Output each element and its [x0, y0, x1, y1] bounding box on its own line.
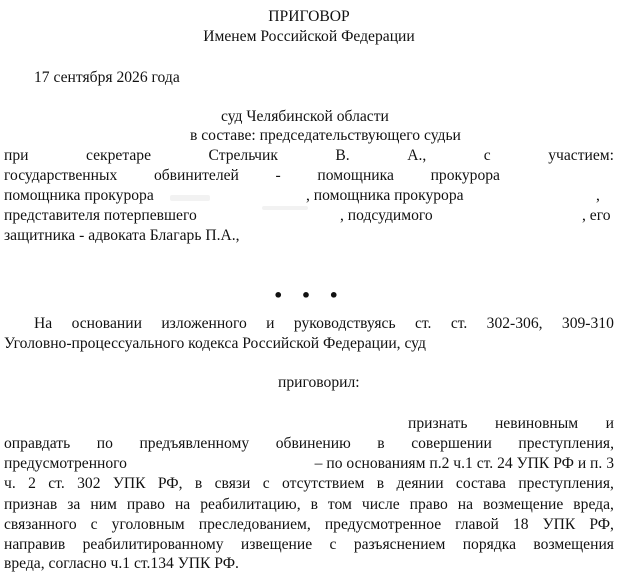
- word: РФ,: [157, 475, 183, 492]
- word: основании: [71, 315, 142, 332]
- basis-line-1: [34, 315, 614, 333]
- participants-line-4b: , подсудимого: [340, 207, 433, 224]
- word: на: [174, 496, 191, 513]
- word: преследованием,: [198, 516, 311, 533]
- participants-line-3c: ,: [596, 187, 600, 204]
- word: признав: [4, 496, 58, 513]
- word: государственных: [4, 167, 118, 184]
- document-title: ПРИГОВОР: [268, 8, 350, 25]
- word: право: [409, 496, 448, 513]
- word: вреда,: [573, 496, 614, 513]
- word: ст.: [48, 475, 65, 492]
- word: -: [275, 167, 281, 184]
- word: возмещения: [533, 536, 614, 553]
- word: за: [67, 496, 81, 513]
- word: связи: [214, 475, 251, 492]
- word: на: [457, 496, 474, 513]
- court-name: суд Челябинской области: [221, 108, 389, 125]
- word: секретаре: [86, 147, 151, 164]
- word: в: [377, 435, 385, 452]
- word: связанного: [4, 516, 77, 533]
- participants-line-3a: помощника прокурора: [4, 187, 154, 204]
- participants-line-5: защитника - адвоката Благарь П.А.,: [4, 227, 240, 244]
- word: 2: [28, 475, 36, 492]
- word: с: [262, 475, 270, 492]
- word: в: [194, 475, 203, 492]
- word: ст.: [414, 315, 432, 332]
- word: предусмотренное: [324, 516, 442, 533]
- omission-marker: • • •: [273, 286, 345, 305]
- word: отсутствием: [282, 475, 365, 492]
- word: разъяснением: [353, 536, 446, 553]
- word: Стрельчик В. А.,: [208, 147, 427, 164]
- verdict-line-4: [4, 475, 614, 493]
- word: УПК: [112, 475, 146, 492]
- word: извещение: [240, 536, 313, 553]
- word: помощника: [317, 167, 394, 184]
- verdict-line-6: [4, 516, 614, 534]
- word: совершении: [411, 435, 492, 452]
- word: при: [4, 147, 29, 164]
- verdict-line-1: [408, 415, 614, 433]
- verdict-line-8: вреда, согласно ч.1 ст.134 УПК РФ.: [4, 555, 239, 572]
- word: ч.: [4, 475, 16, 492]
- verdict-line-5: [4, 496, 614, 514]
- word: и: [266, 315, 275, 332]
- word: 302-306,: [486, 315, 543, 332]
- word: признать: [408, 415, 468, 432]
- basis-line-2: Уголовно-процессуального кодекса Российской Федерации, суд: [4, 335, 426, 352]
- word: предъявленному: [139, 435, 250, 452]
- word: числе: [361, 496, 400, 513]
- word: с: [90, 516, 98, 533]
- participants-line-4c: , его: [582, 207, 611, 224]
- word: оправдать: [4, 435, 71, 452]
- word: право: [126, 496, 165, 513]
- court-composition: в составе: председательствующего судьи: [190, 127, 461, 144]
- verdict-line-7: [4, 536, 614, 554]
- participants-line-1: [4, 147, 614, 165]
- word: порядка: [462, 536, 517, 553]
- word: 18: [512, 516, 529, 533]
- word: в: [376, 475, 385, 492]
- word: 309-310: [561, 315, 614, 332]
- word: прокурора: [430, 167, 500, 184]
- word: 302: [77, 475, 101, 492]
- word: с: [329, 536, 337, 553]
- word: РФ,: [589, 516, 614, 533]
- verdict-line-3b: – по основаниям п.2 ч.1 ст. 24 УПК РФ и п. 3: [314, 455, 614, 472]
- verdict-date: 17 сентября 2026 года: [34, 69, 180, 86]
- word: обвинению: [275, 435, 351, 452]
- document-subtitle: Именем Российской Федерации: [203, 28, 415, 45]
- word: и: [605, 415, 614, 432]
- word: участием:: [548, 147, 614, 164]
- participants-line-4a: представителя потерпевшего: [4, 207, 197, 224]
- word: по: [96, 435, 113, 452]
- word: уголовным: [111, 516, 185, 533]
- word: изложенного: [161, 315, 247, 332]
- word: преступления,: [518, 435, 614, 452]
- verdict-heading: приговорил:: [278, 374, 360, 391]
- word: реабилитированному: [82, 536, 224, 553]
- word: возмещение: [482, 496, 564, 513]
- verdict-line-3a: предусмотренного: [4, 455, 127, 472]
- word: На: [34, 315, 53, 332]
- participants-line-3b: , помощника прокурора: [306, 187, 464, 204]
- word: УПК: [542, 516, 576, 533]
- word: направив: [4, 536, 66, 553]
- participants-line-2: [4, 167, 500, 185]
- word: с: [483, 147, 491, 164]
- word: руководствуясь: [293, 315, 396, 332]
- word: состава: [455, 475, 506, 492]
- word: том: [327, 496, 352, 513]
- word: реабилитацию,: [200, 496, 301, 513]
- verdict-line-2: [4, 435, 614, 453]
- redacted-name: [170, 195, 210, 201]
- word: ним: [90, 496, 117, 513]
- word: ст.: [450, 315, 468, 332]
- word: невиновным: [494, 415, 579, 432]
- word: деянии: [396, 475, 444, 492]
- word: в: [310, 496, 318, 513]
- word: обвинителей: [153, 167, 239, 184]
- word: преступления,: [518, 475, 614, 492]
- word: главой: [455, 516, 499, 533]
- redacted-name: [262, 206, 308, 210]
